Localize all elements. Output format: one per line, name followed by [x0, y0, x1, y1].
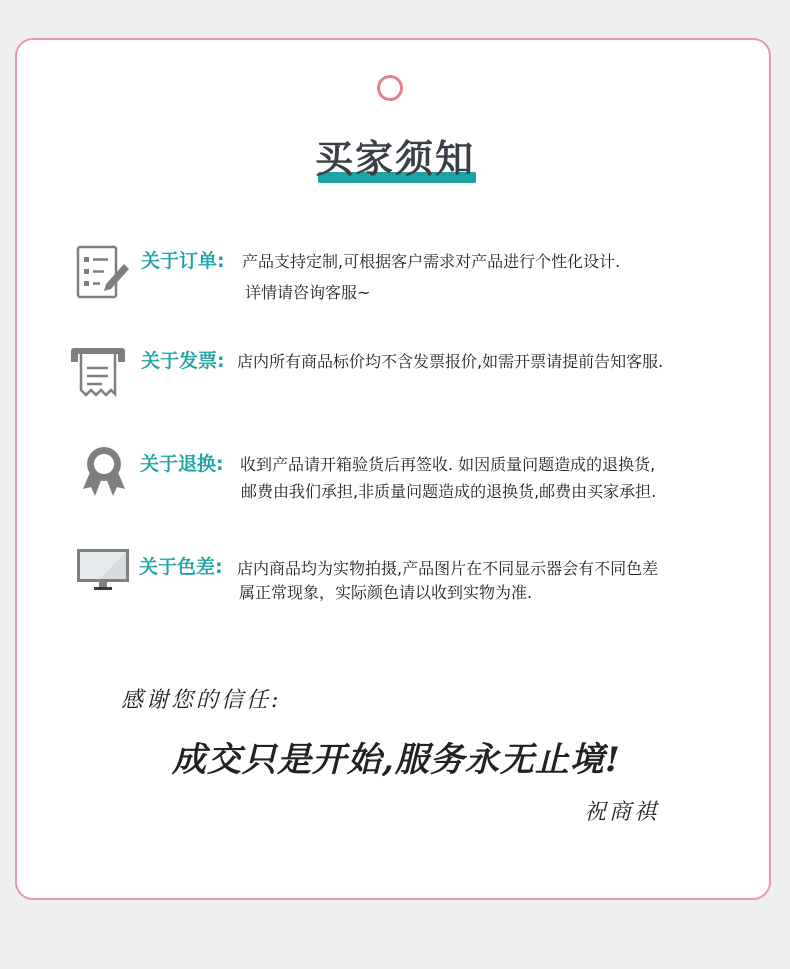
- section-invoice-text-1: 店内所有商品标价均不含发票报价,如需开票请提前告知客服.: [237, 352, 664, 371]
- receipt-icon: [68, 344, 128, 400]
- section-color-text-2: 属正常现象，实际颜色请以收到实物为准.: [239, 583, 533, 602]
- section-return-text-1: 收到产品请开箱验货后再签收. 如因质量问题造成的退换货,: [240, 455, 656, 474]
- thanks-line: 感谢您的信任:: [121, 688, 282, 713]
- section-color-label: 关于色差:: [139, 556, 223, 578]
- closing-line: 祝商祺: [584, 800, 660, 825]
- page-title: 买家须知: [314, 137, 475, 181]
- award-ribbon-icon: [78, 444, 130, 498]
- monitor-icon: [76, 548, 130, 594]
- section-order-label: 关于订单:: [141, 250, 225, 272]
- slogan-line: 成交只是开始,服务永无止境!: [172, 740, 621, 780]
- section-order-text-1: 产品支持定制,可根据客户需求对产品进行个性化设计.: [242, 252, 621, 271]
- section-order-text-2: 详情请咨询客服~: [245, 283, 371, 302]
- section-invoice-label: 关于发票:: [141, 350, 225, 372]
- section-return-label: 关于退换:: [140, 453, 224, 475]
- order-list-icon: [76, 244, 132, 300]
- section-color-text-1: 店内商品均为实物拍摄,产品图片在不同显示器会有不同色差: [237, 559, 659, 578]
- section-return-text-2: 邮费由我们承担,非质量问题造成的退换货,邮费由买家承担.: [241, 482, 657, 501]
- circle-ornament-icon: [377, 75, 403, 101]
